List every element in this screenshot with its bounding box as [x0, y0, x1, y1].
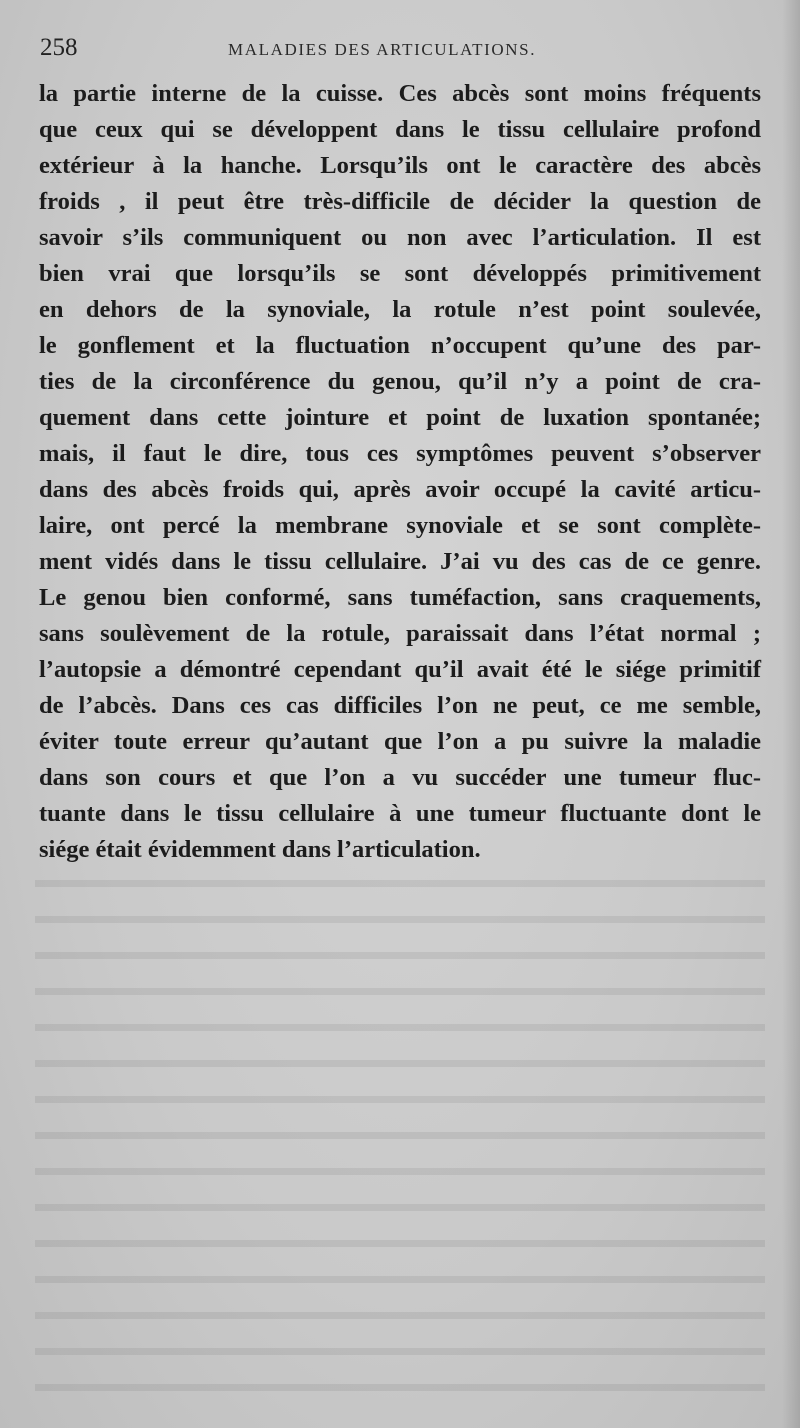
- text-line: ties de la circonférence du genou, qu’il n’y a point de cra-: [39, 368, 761, 395]
- body-text: [39, 76, 761, 868]
- text-line: la partie interne de la cuisse. Ces abcès sont moins fréquents: [39, 80, 761, 107]
- text-line: éviter toute erreur qu’autant que l’on a pu suivre la maladie: [39, 728, 761, 755]
- text-line: froids , il peut être très-difficile de décider la question de: [39, 188, 761, 215]
- text-line: le gonflement et la fluctuation n’occupent qu’une des par-: [39, 332, 761, 359]
- text-line: dans des abcès froids qui, après avoir occupé la cavité articu-: [39, 476, 761, 503]
- text-line: savoir s’ils communiquent ou non avec l’articulation. Il est: [39, 224, 761, 251]
- text-line: Le genou bien conformé, sans tuméfaction, sans craquements,: [39, 584, 761, 611]
- page-edge-shadow: [782, 0, 800, 1428]
- text-line: l’autopsie a démontré cependant qu’il avait été le siége primitif: [39, 656, 761, 683]
- text-line: mais, il faut le dire, tous ces symptômes peuvent s’observer: [39, 440, 761, 467]
- text-line: ment vidés dans le tissu cellulaire. J’ai vu des cas de ce genre.: [39, 548, 761, 575]
- running-title: MALADIES DES ARTICULATIONS.: [228, 40, 537, 59]
- page-number: 258: [40, 34, 78, 61]
- page-header: [40, 34, 760, 68]
- text-line: tuante dans le tissu cellulaire à une tumeur fluctuante dont le: [39, 800, 761, 827]
- text-line: en dehors de la synoviale, la rotule n’est point soulevée,: [39, 296, 761, 323]
- text-line: que ceux qui se développent dans le tissu cellulaire profond: [39, 116, 761, 143]
- text-line-last: siége était évidemment dans l’articulation.: [39, 836, 481, 863]
- text-line: sans soulèvement de la rotule, paraissait dans l’état normal ;: [39, 620, 761, 647]
- text-line: de l’abcès. Dans ces cas difficiles l’on ne peut, ce me semble,: [39, 692, 761, 719]
- text-line: extérieur à la hanche. Lorsqu’ils ont le caractère des abcès: [39, 152, 761, 179]
- text-line: bien vrai que lorsqu’ils se sont développés primitivement: [39, 260, 761, 287]
- text-line: dans son cours et que l’on a vu succéder une tumeur fluc-: [39, 764, 761, 791]
- text-line: quement dans cette jointure et point de luxation spontanée;: [39, 404, 761, 431]
- reverse-page-bleed-through: [35, 860, 765, 1400]
- text-line: laire, ont percé la membrane synoviale et se sont complète-: [39, 512, 761, 539]
